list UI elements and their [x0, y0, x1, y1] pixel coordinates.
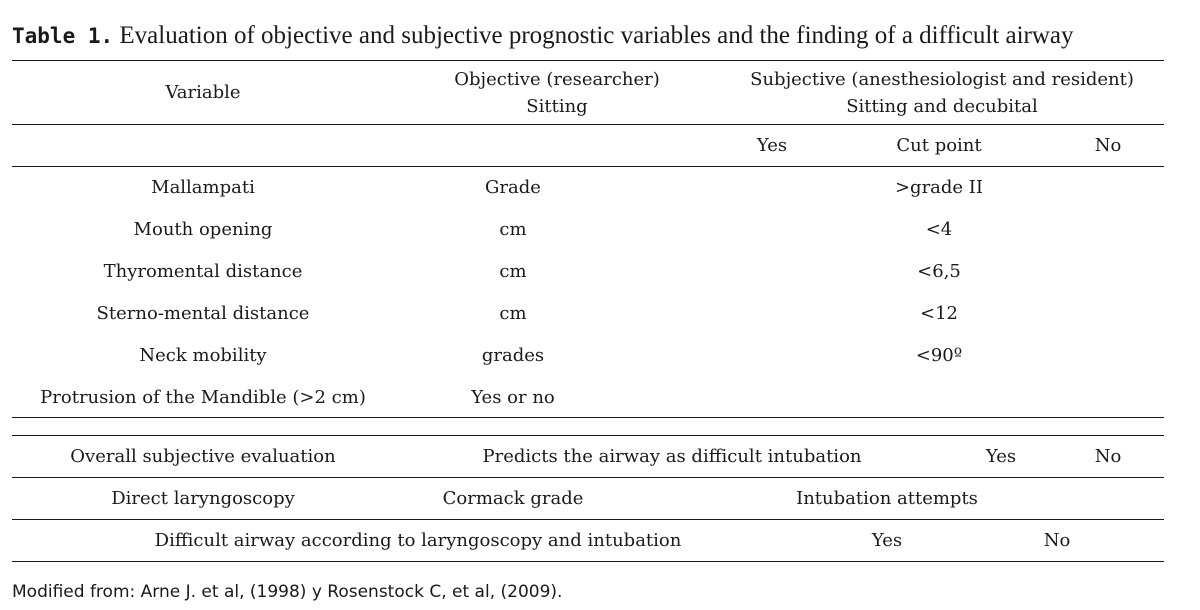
header-objective-line2: Sitting: [526, 96, 588, 117]
row-mallampati-variable: Mallampati: [151, 177, 255, 198]
overall-label: Overall subjective evaluation: [70, 446, 336, 467]
row-mallampati-cut-point: >grade II: [894, 177, 984, 198]
row-protrusion-variable: Protrusion of the Mandible (>2 cm): [40, 387, 366, 408]
row-mallampati-objective: Grade: [485, 177, 541, 198]
header-subjective-line2: Sitting and decubital: [846, 96, 1038, 117]
subheader-rule: [12, 166, 1164, 167]
laryngoscopy-attempts: Intubation attempts: [796, 488, 978, 509]
row-neck-mobility-objective: grades: [481, 345, 545, 366]
table-footnote: Modified from: Arne J. et al, (1998) y Rosenstock C, et al, (2009).: [12, 582, 563, 602]
overall-yes: Yes: [985, 446, 1017, 467]
row-mouth-opening-objective: cm: [499, 219, 527, 240]
laryngoscopy-label: Direct laryngoscopy: [111, 488, 295, 509]
row-sterno-mental-cut-point: <12: [920, 303, 958, 324]
table-caption-label: Table 1.: [12, 24, 114, 48]
row-thyromental-variable: Thyromental distance: [103, 261, 303, 282]
row-sterno-mental-variable: Sterno-mental distance: [96, 303, 310, 324]
overall-bottom-rule: [12, 477, 1164, 478]
difficult-airway-yes: Yes: [871, 530, 903, 551]
subheader-no: No: [1094, 135, 1122, 156]
row-neck-mobility-variable: Neck mobility: [139, 345, 267, 366]
header-rule: [12, 124, 1164, 125]
table-bottom-rule: [12, 561, 1164, 562]
laryngoscopy-bottom-rule: [12, 519, 1164, 520]
difficult-airway-no: No: [1043, 530, 1071, 551]
header-objective-line1: Objective (researcher): [454, 69, 660, 90]
difficult-airway-label: Difficult airway according to laryngoscopy and intubation: [154, 530, 682, 551]
row-mouth-opening-variable: Mouth opening: [133, 219, 273, 240]
overall-predicts: Predicts the airway as difficult intubation: [482, 446, 862, 467]
row-thyromental-cut-point: <6,5: [917, 261, 961, 282]
table-top-rule: [12, 60, 1164, 61]
laryngoscopy-cormack: Cormack grade: [442, 488, 584, 509]
header-subjective-line1: Subjective (anesthesiologist and resident): [750, 69, 1134, 90]
overall-top-rule: [12, 435, 1164, 436]
subheader-cut-point: Cut point: [896, 135, 982, 156]
row-neck-mobility-cut-point: <90º: [915, 345, 963, 366]
row-thyromental-objective: cm: [499, 261, 527, 282]
table-caption-text: Evaluation of objective and subjective prognostic variables and the finding of a difficult airway: [113, 22, 1074, 49]
row-sterno-mental-objective: cm: [499, 303, 527, 324]
overall-no: No: [1094, 446, 1122, 467]
row-mouth-opening-cut-point: <4: [925, 219, 953, 240]
table-caption: [12, 20, 1192, 52]
subheader-yes: Yes: [756, 135, 788, 156]
body-bottom-rule: [12, 417, 1164, 418]
header-variable: Variable: [165, 82, 241, 103]
row-protrusion-objective: Yes or no: [471, 387, 555, 408]
